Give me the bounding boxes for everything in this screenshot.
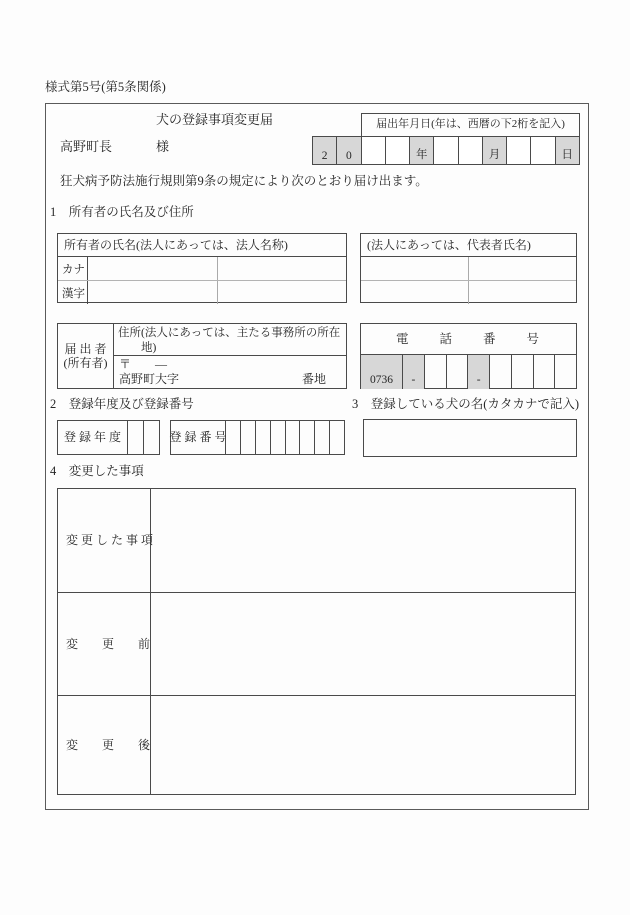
representative-cell-left <box>361 257 469 280</box>
date-cell-fixed-2: 2 <box>313 137 337 164</box>
after-change-label: 変 更 後 <box>58 696 151 794</box>
registration-number-digit-cell <box>330 421 344 454</box>
phone-area-code-cell: 0736 <box>361 355 403 389</box>
address-suffix-banchi: 番地 <box>301 372 326 387</box>
kana-input-area <box>88 257 346 280</box>
changed-item-row <box>58 489 575 593</box>
registration-year-box <box>57 420 160 455</box>
phone-dash-cell: - <box>468 355 490 389</box>
section2-heading: 2 登録年度及び登録番号 <box>50 397 194 411</box>
date-header: 届出年月日(年は、西暦の下2桁を記入) <box>361 113 580 137</box>
kana-cell-right <box>218 257 347 280</box>
representative-table-header: (法人にあっては、代表者氏名) <box>361 234 576 257</box>
registration-number-digit-cell <box>271 421 286 454</box>
registration-year-label: 登 録 年 度 <box>58 421 128 454</box>
representative-row-2 <box>361 281 576 304</box>
phone-table-header: 電 話 番 号 <box>361 324 576 355</box>
phone-table <box>360 323 577 389</box>
section3-heading: 3 登録している犬の名(カタカナで記入) <box>352 397 580 411</box>
address-prefix: 高野町大字 <box>119 372 180 387</box>
owner-name-table <box>57 233 347 303</box>
registration-number-digit-cell <box>241 421 256 454</box>
phone-digit-cell <box>447 355 469 389</box>
phone-digit-cell <box>512 355 534 389</box>
notifier-label-line1: 届 出 者 <box>64 341 107 356</box>
phone-dash-cell: - <box>403 355 425 389</box>
after-change-field <box>151 696 575 794</box>
dog-name-input-box <box>363 419 577 457</box>
registration-number-label: 登 録 番 号 <box>171 421 226 454</box>
registration-number-box <box>170 420 345 455</box>
kanji-input-area <box>88 281 346 304</box>
changed-item-field <box>151 489 575 592</box>
notifier-label <box>58 324 114 388</box>
date-cell-year-label: 年 <box>410 137 434 164</box>
date-cell-day-digit <box>507 137 531 164</box>
postal-code-line: 〒 ― <box>119 357 168 371</box>
address-input-cell <box>114 356 346 388</box>
owner-name-table-header: 所有者の氏名(法人にあっては、法人名称) <box>58 234 346 257</box>
date-cell-month-digit <box>434 137 458 164</box>
date-cell-day-digit <box>531 137 555 164</box>
owner-name-row-kana <box>58 257 346 281</box>
phone-digit-cell <box>425 355 447 389</box>
representative-input-area-2 <box>361 281 576 304</box>
date-cell-month-label: 月 <box>483 137 507 164</box>
notifier-address-area <box>114 324 346 388</box>
phone-digit-cell <box>555 355 576 389</box>
registration-year-digit-cell <box>144 421 159 454</box>
date-cell-grid <box>312 136 580 165</box>
declaration-text: 狂犬病予防法施行規則第9条の規定により次のとおり届け出ます。 <box>60 174 428 188</box>
representative-cell-right <box>469 257 576 280</box>
after-change-row <box>58 696 575 794</box>
kanji-cell-right <box>218 281 347 304</box>
section1-heading: 1 所有者の氏名及び住所 <box>50 205 194 219</box>
representative-input-area-1 <box>361 257 576 280</box>
notifier-table <box>57 323 347 389</box>
kanji-cell-left <box>88 281 218 304</box>
section4-heading: 4 変更した事項 <box>50 464 144 478</box>
phone-digit-cell <box>534 355 556 389</box>
date-cell-day-label: 日 <box>556 137 579 164</box>
addressee-honorific: 様 <box>156 139 170 154</box>
registration-number-digit-cell <box>315 421 330 454</box>
representative-cell-right <box>469 281 576 304</box>
changed-item-label: 変 更 し た 事 項 <box>58 489 151 592</box>
changed-items-table <box>57 488 576 795</box>
phone-cell-grid <box>361 355 576 389</box>
address-header-text: 住所(法人にあっては、主たる事務所の所在地) <box>118 327 341 354</box>
address-header-cell <box>114 324 346 356</box>
representative-cell-left <box>361 281 469 304</box>
representative-table <box>360 233 577 303</box>
notifier-label-line2: (所有者) <box>63 356 108 370</box>
registration-number-digit-cell <box>256 421 271 454</box>
address-line <box>119 372 342 386</box>
phone-digit-cell <box>490 355 512 389</box>
form-title: 犬の登録事項変更届 <box>156 112 274 127</box>
date-cell-fixed-0: 0 <box>337 137 361 164</box>
kana-row-label: カナ <box>58 257 88 280</box>
date-cell-year-digit <box>362 137 386 164</box>
before-change-row <box>58 593 575 696</box>
form-code: 様式第5号(第5条関係) <box>45 80 166 94</box>
owner-name-row-kanji <box>58 281 346 304</box>
kana-cell-left <box>88 257 218 280</box>
registration-number-digit-cell <box>226 421 241 454</box>
registration-number-digit-cell <box>300 421 315 454</box>
kanji-row-label: 漢字 <box>58 281 88 304</box>
addressee: 高野町長 <box>60 139 113 154</box>
representative-row-1 <box>361 257 576 281</box>
before-change-label: 変 更 前 <box>58 593 151 695</box>
date-cell-month-digit <box>459 137 483 164</box>
date-cell-year-digit <box>386 137 410 164</box>
registration-number-digit-cell <box>286 421 301 454</box>
registration-year-digit-cell <box>128 421 144 454</box>
before-change-field <box>151 593 575 695</box>
